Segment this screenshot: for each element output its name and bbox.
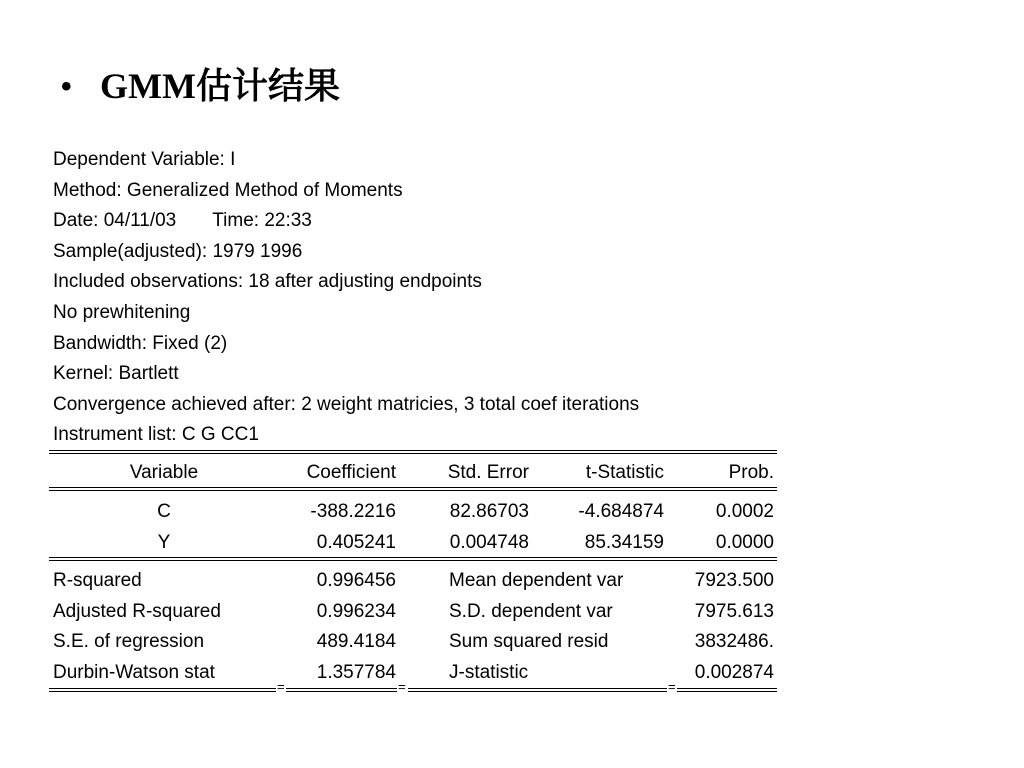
time-text: Time: 22:33 xyxy=(212,210,312,232)
stat-label-sum-squared-resid: Sum squared resid xyxy=(449,631,609,652)
coef-row-c-prob: 0.0002 xyxy=(715,501,774,522)
coef-row-y-coefficient: 0.405241 xyxy=(316,532,396,553)
footer-rule-separator: = xyxy=(398,679,406,694)
slide-title-text: GMM估计结果 xyxy=(100,66,340,106)
column-header-variable: Variable xyxy=(129,462,199,483)
stat-label-mean-dependent: Mean dependent var xyxy=(449,570,624,591)
column-header-t-statistic: t-Statistic xyxy=(585,462,664,483)
coef-row-y-prob: 0.0000 xyxy=(715,532,774,553)
sample-line: Sample(adjusted): 1979 1996 xyxy=(53,240,303,262)
observations-line: Included observations: 18 after adjusting endpoints xyxy=(53,271,482,293)
column-header-std-error: Std. Error xyxy=(447,462,529,483)
dependent-variable-line: Dependent Variable: I xyxy=(53,149,236,170)
footer-rule-separator: = xyxy=(277,679,285,694)
stat-label-durbin-watson: Durbin-Watson stat xyxy=(53,662,215,683)
slide-title xyxy=(60,58,340,109)
stat-value-sum-squared-resid: 3832486. xyxy=(694,631,774,652)
coef-row-c-t-statistic: -4.684874 xyxy=(578,501,664,522)
stat-value-sd-dependent: 7975.613 xyxy=(694,601,774,622)
regression-header xyxy=(53,145,639,451)
coefficients-bottom-rule xyxy=(49,557,777,561)
prewhitening-line: No prewhitening xyxy=(53,301,191,323)
table-top-rule xyxy=(49,450,777,454)
stat-label-r-squared: R-squared xyxy=(53,570,142,591)
bullet-icon: • xyxy=(60,66,73,106)
stat-value-j-statistic: 0.002874 xyxy=(694,662,774,683)
coef-row-y-t-statistic: 85.34159 xyxy=(584,532,664,553)
footer-rule-segment xyxy=(49,688,276,692)
stat-value-adjusted-r-squared: 0.996234 xyxy=(316,601,396,622)
date-time-line xyxy=(53,206,639,237)
bandwidth-line: Bandwidth: Fixed (2) xyxy=(53,332,228,354)
date-text: Date: 04/11/03 xyxy=(53,210,177,232)
stat-label-se-regression: S.E. of regression xyxy=(53,631,205,652)
stat-label-j-statistic: J-statistic xyxy=(449,662,529,683)
footer-rule-segment xyxy=(286,688,397,692)
coef-row-y-variable: Y xyxy=(157,532,171,553)
footer-rule-segment xyxy=(408,688,667,692)
footer-rule-separator: = xyxy=(668,679,676,694)
coef-row-y-std-error: 0.004748 xyxy=(449,532,529,553)
stat-value-r-squared: 0.996456 xyxy=(316,570,396,591)
kernel-line: Kernel: Bartlett xyxy=(53,363,179,385)
method-line: Method: Generalized Method of Moments xyxy=(53,179,403,201)
coef-row-c-coefficient: -388.2216 xyxy=(310,501,396,522)
column-header-coefficient: Coefficient xyxy=(306,462,396,483)
coef-row-c-variable: C xyxy=(157,501,171,522)
instrument-list-line: Instrument list: C G CC1 xyxy=(53,424,259,446)
footer-rule-segment xyxy=(677,688,777,692)
stat-label-sd-dependent: S.D. dependent var xyxy=(449,601,613,622)
column-header-rule xyxy=(49,487,777,491)
coef-row-c-std-error: 82.86703 xyxy=(449,501,529,522)
stat-value-mean-dependent: 7923.500 xyxy=(694,570,774,591)
column-header-prob: Prob. xyxy=(728,462,774,483)
convergence-line: Convergence achieved after: 2 weight matricies, 3 total coef iterations xyxy=(53,393,640,415)
stat-label-adjusted-r-squared: Adjusted R-squared xyxy=(53,601,221,622)
stat-value-se-regression: 489.4184 xyxy=(316,631,396,652)
stat-value-durbin-watson: 1.357784 xyxy=(316,662,396,683)
